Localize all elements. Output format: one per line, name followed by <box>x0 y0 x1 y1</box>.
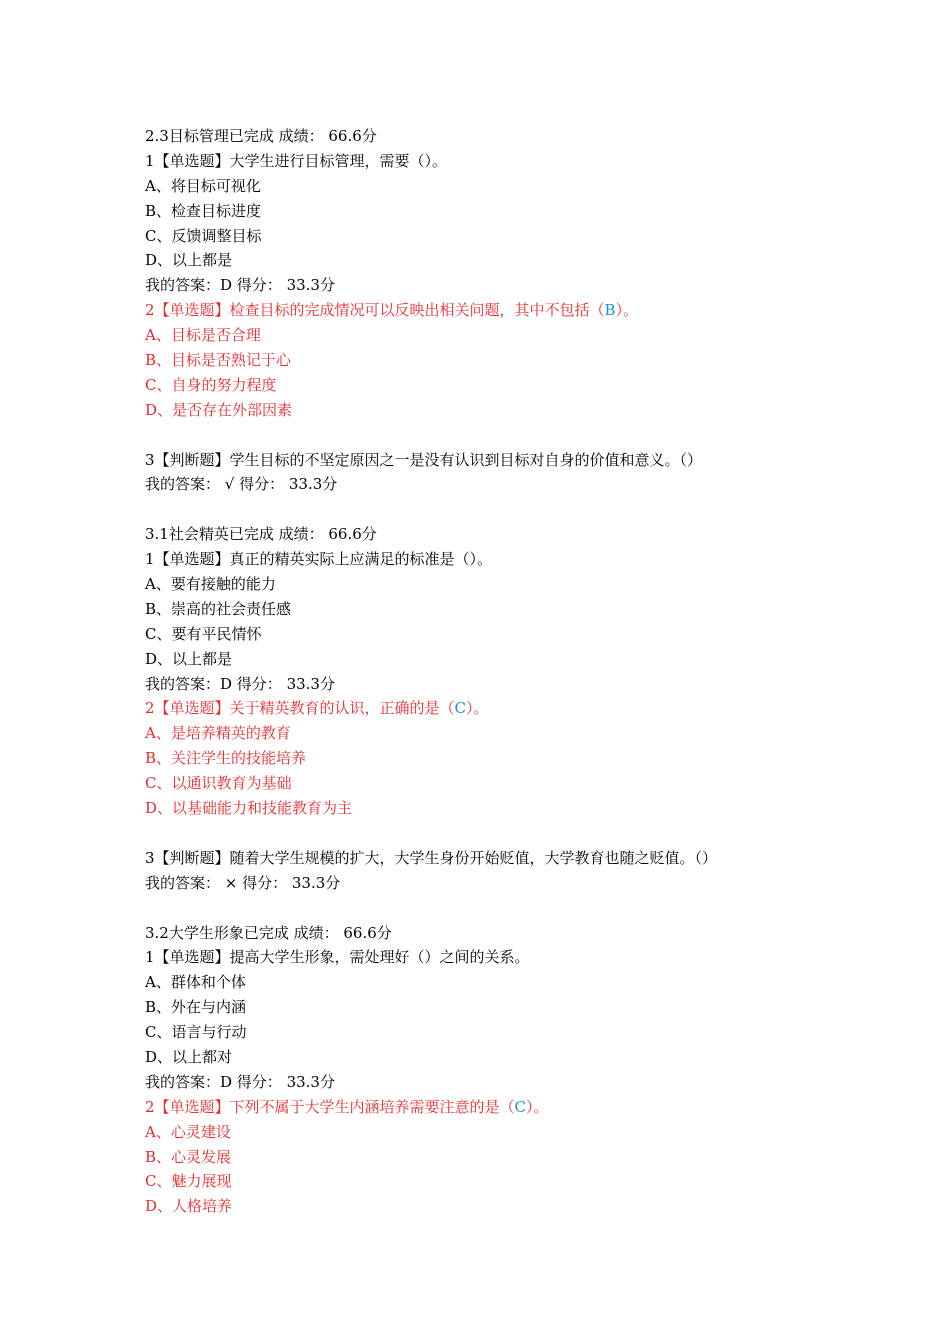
answer-option: A、是培养精英的教育 <box>145 724 291 743</box>
answer-option: A、群体和个体 <box>145 973 246 992</box>
spacer <box>145 896 845 921</box>
my-answer: 我的答案： × 得分： 33.3分 <box>145 873 341 892</box>
answer-option: D、以上都对 <box>145 1047 233 1066</box>
answer-option: C、以通识教育为基础 <box>145 774 292 793</box>
answer-option: B、崇高的社会责任感 <box>145 599 292 618</box>
answer-option: C、魅力展现 <box>145 1172 232 1191</box>
section-header: 3.2大学生形象已完成 成绩： 66.6分 <box>145 923 392 942</box>
spacer <box>145 821 845 846</box>
question-stem: 3【判断题】随着大学生规模的扩大，大学生身份开始贬值，大学教育也随之贬值。（） <box>145 848 718 867</box>
stem-text: 2【单选题】下列不属于大学生内涵培养需要注意的是（ <box>145 1097 515 1116</box>
answer-option: A、要有接触的能力 <box>145 575 276 594</box>
question-stem-highlighted <box>145 1095 845 1120</box>
spacer <box>145 497 845 522</box>
answer-option: D、以上都是 <box>145 251 233 270</box>
answer-option: B、目标是否熟记于心 <box>145 351 292 370</box>
answer-option: C、反馈调整目标 <box>145 226 262 245</box>
correct-answer-letter: C <box>514 1097 527 1116</box>
question-stem-highlighted <box>145 696 845 721</box>
answer-option: D、以基础能力和技能教育为主 <box>145 799 353 818</box>
spacer <box>145 423 845 448</box>
stem-text: 2【单选题】关于精英教育的认识，正确的是（ <box>145 699 455 718</box>
answer-option: C、要有平民情怀 <box>145 624 262 643</box>
answer-option: B、检查目标进度 <box>145 201 262 220</box>
stem-text-end: ）。 <box>466 699 489 718</box>
section-header: 2.3目标管理已完成 成绩： 66.6分 <box>145 127 377 145</box>
answer-option: C、语言与行动 <box>145 1023 247 1042</box>
answer-option: C、自身的努力程度 <box>145 375 277 394</box>
my-answer: 我的答案：D 得分： 33.3分 <box>145 1072 335 1091</box>
answer-option: A、将目标可视化 <box>145 176 261 195</box>
answer-option: A、心灵建设 <box>145 1122 231 1141</box>
answer-option: A、目标是否合理 <box>145 326 261 345</box>
answer-option: B、关注学生的技能培养 <box>145 749 307 768</box>
my-answer: 我的答案： √ 得分： 33.3分 <box>145 475 338 494</box>
document-page <box>145 124 845 1219</box>
question-stem: 3【判断题】学生目标的不坚定原因之一是没有认识到目标对自身的价值和意义。（） <box>145 450 703 469</box>
answer-option: B、心灵发展 <box>145 1147 232 1166</box>
question-stem: 1【单选题】提高大学生形象，需处理好（）之间的关系。 <box>145 948 530 967</box>
answer-option: B、外在与内涵 <box>145 998 247 1017</box>
correct-answer-letter: B <box>604 301 616 320</box>
question-stem: 1【单选题】真正的精英实际上应满足的标准是（）。 <box>145 550 493 569</box>
my-answer: 我的答案：D 得分： 33.3分 <box>145 674 335 693</box>
stem-text-end: ）。 <box>526 1097 549 1116</box>
stem-text-end: ）。 <box>615 301 639 320</box>
answer-option: D、人格培养 <box>145 1197 233 1216</box>
question-stem: 1【单选题】大学生进行目标管理，需要（）。 <box>145 151 448 170</box>
answer-option: D、是否存在外部因素 <box>145 400 293 419</box>
question-stem-highlighted <box>145 298 845 323</box>
correct-answer-letter: C <box>454 699 467 718</box>
my-answer: 我的答案：D 得分： 33.3分 <box>145 276 335 295</box>
section-header: 3.1社会精英已完成 成绩： 66.6分 <box>145 525 377 544</box>
stem-text: 2【单选题】检查目标的完成情况可以反映出相关问题，其中不包括（ <box>145 301 605 320</box>
answer-option: D、以上都是 <box>145 649 233 668</box>
